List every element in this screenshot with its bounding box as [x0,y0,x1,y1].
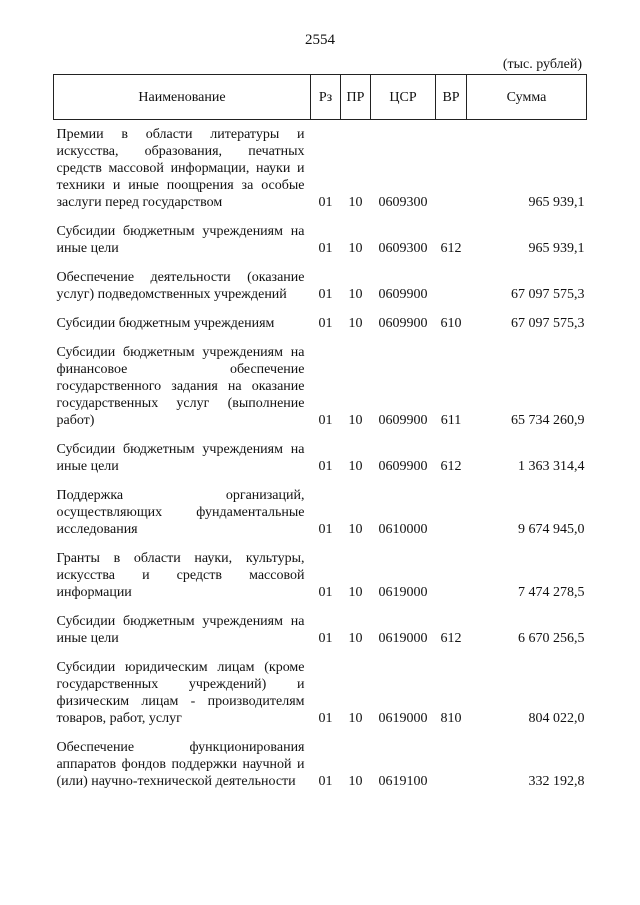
row-spacer-cell [54,647,587,659]
row-name: Гранты в области науки, культуры, искусства и средств массовой информации [56,551,305,600]
row-vr [436,126,467,211]
table-row [54,659,587,727]
row-rz: 01 [318,316,333,331]
row-sum: 65 734 260,9 [511,413,585,428]
row-sum: 9 674 945,0 [518,522,585,537]
row-vr [436,269,467,303]
row-pr: 10 [348,459,363,474]
row-spacer [54,211,587,223]
row-spacer-cell [54,429,587,441]
row-csr: 0619000 [378,631,428,646]
table-header-row [54,75,587,120]
row-name: Премии в области литературы и искусства, образования, печатных средств массовой информации, науки и техники и иные поощрения за особые заслуги перед государством [56,127,305,210]
row-name: Субсидии юридическим лицам (кроме государственных учреждений) и физическим лицам - производителям товаров, работ, услуг [56,660,305,726]
row-sum: 332 192,8 [528,774,585,789]
row-rz: 01 [318,631,333,646]
row-pr: 10 [348,241,363,256]
row-rz: 01 [318,585,333,600]
row-pr: 10 [348,585,363,600]
table-row [54,487,587,538]
row-csr: 0619000 [378,585,428,600]
row-spacer [54,303,587,315]
row-rz: 01 [318,413,333,428]
row-vr [436,739,467,790]
row-spacer [54,647,587,659]
row-csr: 0619000 [378,711,428,726]
table-row [54,613,587,647]
row-name: Поддержка организаций, осуществляющих фундаментальные исследования [56,488,305,537]
row-rz: 01 [318,711,333,726]
row-name: Субсидии бюджетным учреждениям на иные цели [56,614,305,646]
row-pr: 10 [348,631,363,646]
row-name: Обеспечение деятельности (оказание услуг) подведомственных учреждений [56,270,305,302]
row-name: Обеспечение функционирования аппаратов фондов поддержки научной и (или) научно-технической деятельности [56,740,305,789]
row-spacer-cell [54,727,587,739]
row-csr: 0609900 [378,287,428,302]
row-spacer-cell [54,211,587,223]
row-spacer-cell [54,601,587,613]
row-vr: 612 [440,631,462,646]
row-name: Субсидии бюджетным учреждениям на иные цели [56,442,305,474]
row-sum: 7 474 278,5 [518,585,585,600]
row-pr: 10 [348,774,363,789]
row-vr: 612 [440,241,462,256]
table-row [54,223,587,257]
row-pr: 10 [348,195,363,210]
row-name: Субсидии бюджетным учреждениям [56,316,275,331]
row-name: Субсидии бюджетным учреждениям на иные цели [56,224,305,256]
table-row [54,315,587,332]
row-rz: 01 [318,522,333,537]
row-sum: 67 097 575,3 [511,316,585,331]
header-pr: ПР [341,75,371,120]
header-csr: ЦСР [371,75,436,120]
budget-table [53,74,587,790]
row-csr: 0609900 [378,459,428,474]
table-row [54,739,587,790]
table-row [54,126,587,211]
row-vr [436,487,467,538]
row-pr: 10 [348,316,363,331]
row-vr: 612 [440,459,462,474]
row-rz: 01 [318,774,333,789]
row-rz: 01 [318,241,333,256]
row-spacer [54,429,587,441]
header-rz: Рз [311,75,341,120]
row-sum: 965 939,1 [528,241,585,256]
row-csr: 0609300 [378,195,428,210]
row-spacer [54,475,587,487]
row-pr: 10 [348,711,363,726]
row-pr: 10 [348,413,363,428]
row-spacer [54,257,587,269]
row-vr: 610 [440,316,462,331]
row-spacer [54,538,587,550]
row-pr: 10 [348,287,363,302]
row-name: Субсидии бюджетным учреждениям на финансовое обеспечение государственного задания на оказание государственных услуг (выполнение работ) [56,345,305,428]
header-name: Наименование [54,75,311,120]
page-number: 2554 [305,32,335,48]
units-note: (тыс. рублей) [502,57,582,72]
row-pr: 10 [348,522,363,537]
header-vr: ВР [436,75,467,120]
row-sum: 67 097 575,3 [511,287,585,302]
row-spacer-cell [54,538,587,550]
row-spacer [54,727,587,739]
table-row [54,344,587,429]
row-spacer [54,601,587,613]
row-csr: 0619100 [378,774,428,789]
row-csr: 0610000 [378,522,428,537]
table-row [54,441,587,475]
row-rz: 01 [318,459,333,474]
row-spacer-cell [54,475,587,487]
row-vr [436,550,467,601]
row-vr: 611 [440,413,462,428]
row-csr: 0609300 [378,241,428,256]
row-rz: 01 [318,287,333,302]
table-row [54,550,587,601]
row-sum: 1 363 314,4 [518,459,585,474]
row-spacer-cell [54,332,587,344]
row-spacer-cell [54,303,587,315]
row-sum: 965 939,1 [528,195,585,210]
row-csr: 0609900 [378,413,428,428]
table-row [54,269,587,303]
row-spacer-cell [54,257,587,269]
row-sum: 6 670 256,5 [518,631,585,646]
row-csr: 0609900 [378,316,428,331]
row-spacer [54,332,587,344]
row-rz: 01 [318,195,333,210]
row-sum: 804 022,0 [528,711,585,726]
table-body [54,120,587,791]
header-sum: Сумма [467,75,587,120]
row-vr: 810 [440,711,462,726]
